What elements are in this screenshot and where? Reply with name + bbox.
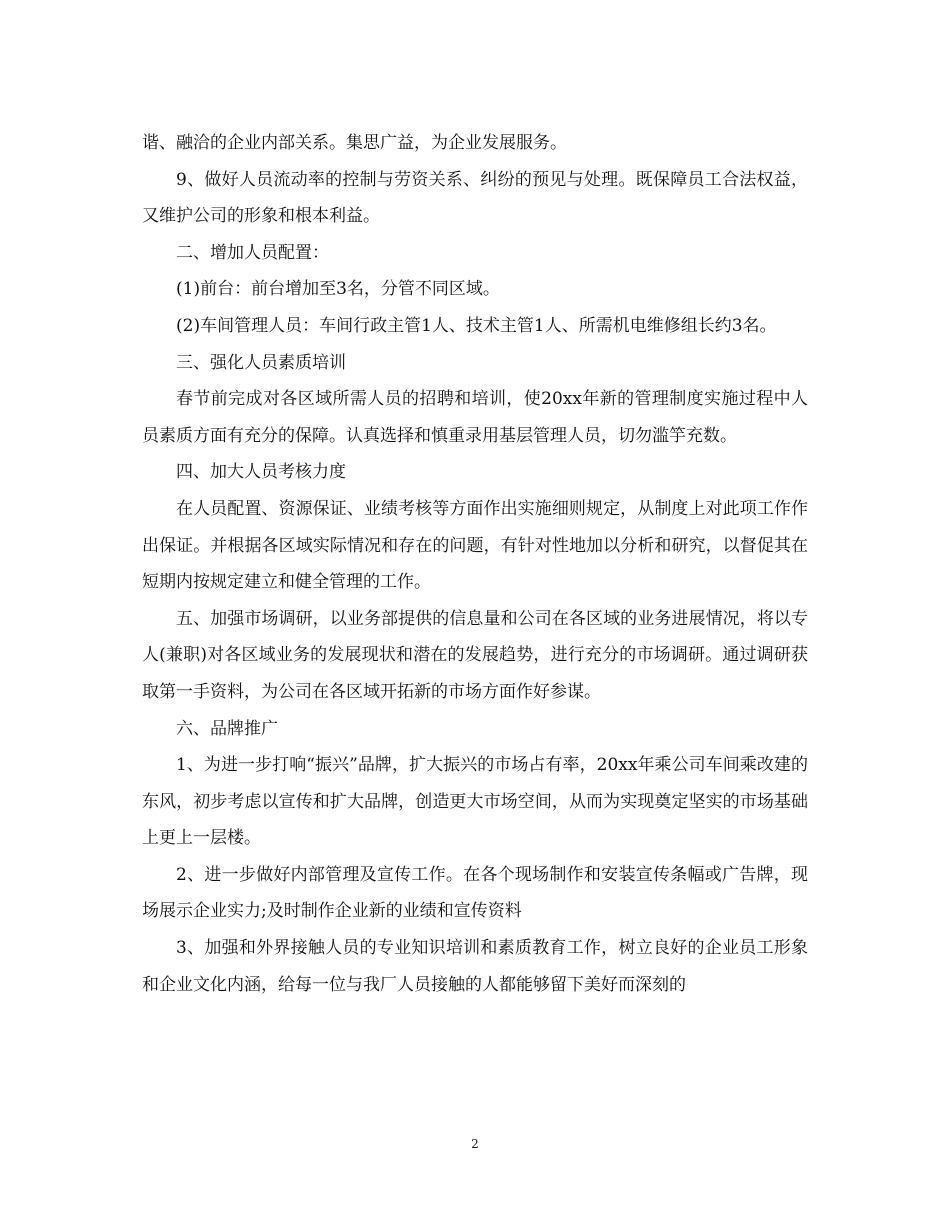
document-body xyxy=(142,125,808,1003)
paragraph: 3、加强和外界接触人员的专业知识培训和素质教育工作，树立良好的企业员工形象和企业文化内涵，给每一位与我厂人员接触的人都能够留下美好而深刻的 xyxy=(142,938,808,995)
page-number: 2 xyxy=(471,1137,479,1151)
paragraph: 谐、融洽的企业内部关系。集思广益，为企业发展服务。 xyxy=(142,133,567,153)
section-heading: 三、强化人员素质培训 xyxy=(176,352,346,373)
paragraph: 2、进一步做好内部管理及宣传工作。在各个现场制作和安装宣传条幅或广告牌，现场展示企业实力;及时制作企业新的业绩和宣传资料 xyxy=(142,864,808,922)
section-heading: 二、增加人员配置： xyxy=(176,242,329,263)
section-heading: 六、品牌推广 xyxy=(176,718,278,739)
paragraph: (2)车间管理人员：车间行政主管1人、技术主管1人、所需机电维修组长约3名。 xyxy=(176,315,777,336)
paragraph: 五、加强市场调研，以业务部提供的信息量和公司在各区域的业务进展情况，将以专人(兼职)对各区域业务的发展现状和潜在的发展趋势，进行充分的市场调研。通过调研获取第一手资料，为公司在各区域开拓新的市场方面作好参谋。 xyxy=(142,608,808,702)
paragraph: (1)前台：前台增加至3名，分管不同区域。 xyxy=(176,279,500,300)
paragraph: 在人员配置、资源保证、业绩考核等方面作出实施细则规定，从制度上对此项工作作出保证。并根据各区域实际情况和存在的问题，有针对性地加以分析和研究，以督促其在短期内按规定建立和健全管理的工作。 xyxy=(142,498,808,593)
paragraph: 9、做好人员流动率的控制与劳资关系、纠纷的预见与处理。既保障员工合法权益，又维护公司的形象和根本利益。 xyxy=(142,169,808,227)
paragraph: 春节前完成对各区域所需人员的招聘和培训，使20xx年新的管理制度实施过程中人员素质方面有充分的保障。认真选择和慎重录用基层管理人员，切勿滥竽充数。 xyxy=(142,389,808,446)
section-heading: 四、加大人员考核力度 xyxy=(176,462,346,483)
paragraph: 1、为进一步打响“振兴”品牌，扩大振兴的市场占有率，20xx年乘公司车间乘改建的东风，初步考虑以宣传和扩大品牌，创造更大市场空间，从而为实现奠定坚实的市场基础上更上一层楼。 xyxy=(142,755,808,849)
